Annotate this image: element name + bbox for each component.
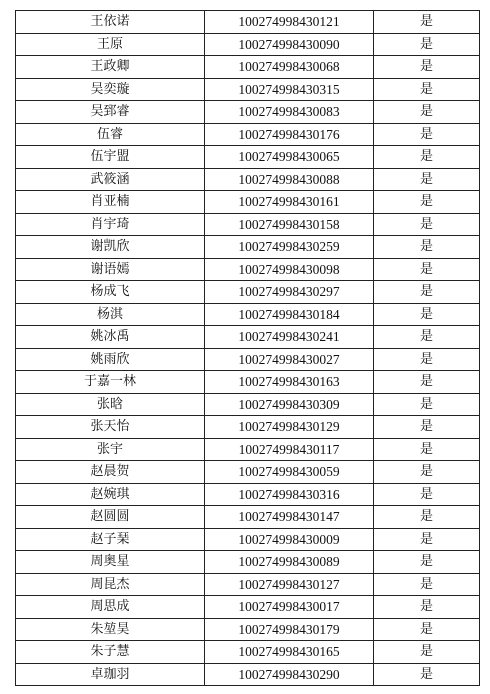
flag-cell: 是 bbox=[374, 11, 480, 34]
table-row bbox=[16, 483, 480, 506]
table-row bbox=[16, 236, 480, 259]
flag-cell: 是 bbox=[374, 416, 480, 439]
name-cell: 杨成飞 bbox=[16, 281, 205, 304]
flag-cell: 是 bbox=[374, 326, 480, 349]
name-cell: 周昆杰 bbox=[16, 573, 205, 596]
table-row bbox=[16, 393, 480, 416]
id-cell: 100274998430309 bbox=[205, 393, 374, 416]
id-cell: 100274998430059 bbox=[205, 461, 374, 484]
name-cell: 赵子琹 bbox=[16, 528, 205, 551]
flag-cell: 是 bbox=[374, 191, 480, 214]
table-row bbox=[16, 101, 480, 124]
id-cell: 100274998430259 bbox=[205, 236, 374, 259]
flag-cell: 是 bbox=[374, 371, 480, 394]
id-cell: 100274998430165 bbox=[205, 641, 374, 664]
flag-cell: 是 bbox=[374, 348, 480, 371]
name-cell: 于嘉一林 bbox=[16, 371, 205, 394]
table-row bbox=[16, 33, 480, 56]
id-cell: 100274998430290 bbox=[205, 663, 374, 686]
flag-cell: 是 bbox=[374, 618, 480, 641]
name-cell: 谢凯欣 bbox=[16, 236, 205, 259]
id-cell: 100274998430068 bbox=[205, 56, 374, 79]
id-cell: 100274998430184 bbox=[205, 303, 374, 326]
name-cell: 朱子慧 bbox=[16, 641, 205, 664]
flag-cell: 是 bbox=[374, 258, 480, 281]
flag-cell: 是 bbox=[374, 146, 480, 169]
name-cell: 伍宇盟 bbox=[16, 146, 205, 169]
flag-cell: 是 bbox=[374, 168, 480, 191]
id-cell: 100274998430316 bbox=[205, 483, 374, 506]
flag-cell: 是 bbox=[374, 573, 480, 596]
table-row bbox=[16, 11, 480, 34]
table-row bbox=[16, 618, 480, 641]
table-row bbox=[16, 528, 480, 551]
table-row bbox=[16, 438, 480, 461]
name-cell: 周奥星 bbox=[16, 551, 205, 574]
id-cell: 100274998430161 bbox=[205, 191, 374, 214]
id-cell: 100274998430088 bbox=[205, 168, 374, 191]
flag-cell: 是 bbox=[374, 78, 480, 101]
flag-cell: 是 bbox=[374, 101, 480, 124]
name-cell: 谢语嫣 bbox=[16, 258, 205, 281]
table-row bbox=[16, 371, 480, 394]
name-cell: 吴郅睿 bbox=[16, 101, 205, 124]
id-cell: 100274998430163 bbox=[205, 371, 374, 394]
id-cell: 100274998430083 bbox=[205, 101, 374, 124]
name-cell: 张宇 bbox=[16, 438, 205, 461]
table-row bbox=[16, 461, 480, 484]
name-cell: 王依诺 bbox=[16, 11, 205, 34]
table-row bbox=[16, 56, 480, 79]
name-cell: 卓珈羽 bbox=[16, 663, 205, 686]
table-row bbox=[16, 258, 480, 281]
flag-cell: 是 bbox=[374, 506, 480, 529]
table-row bbox=[16, 348, 480, 371]
name-cell: 肖亚楠 bbox=[16, 191, 205, 214]
table-row bbox=[16, 303, 480, 326]
flag-cell: 是 bbox=[374, 236, 480, 259]
table-row bbox=[16, 168, 480, 191]
name-cell: 姚雨欣 bbox=[16, 348, 205, 371]
id-cell: 100274998430121 bbox=[205, 11, 374, 34]
table-row bbox=[16, 123, 480, 146]
table-row bbox=[16, 416, 480, 439]
name-cell: 姚冰禹 bbox=[16, 326, 205, 349]
id-cell: 100274998430117 bbox=[205, 438, 374, 461]
id-cell: 100274998430027 bbox=[205, 348, 374, 371]
flag-cell: 是 bbox=[374, 596, 480, 619]
id-cell: 100274998430098 bbox=[205, 258, 374, 281]
name-cell: 王原 bbox=[16, 33, 205, 56]
name-cell: 王政卿 bbox=[16, 56, 205, 79]
flag-cell: 是 bbox=[374, 213, 480, 236]
flag-cell: 是 bbox=[374, 528, 480, 551]
name-cell: 张天怡 bbox=[16, 416, 205, 439]
flag-cell: 是 bbox=[374, 393, 480, 416]
table-row bbox=[16, 663, 480, 686]
name-cell: 周思成 bbox=[16, 596, 205, 619]
name-cell: 伍睿 bbox=[16, 123, 205, 146]
flag-cell: 是 bbox=[374, 461, 480, 484]
flag-cell: 是 bbox=[374, 303, 480, 326]
flag-cell: 是 bbox=[374, 281, 480, 304]
id-cell: 100274998430315 bbox=[205, 78, 374, 101]
name-cell: 肖宇琦 bbox=[16, 213, 205, 236]
flag-cell: 是 bbox=[374, 551, 480, 574]
id-cell: 100274998430090 bbox=[205, 33, 374, 56]
flag-cell: 是 bbox=[374, 123, 480, 146]
flag-cell: 是 bbox=[374, 663, 480, 686]
flag-cell: 是 bbox=[374, 56, 480, 79]
name-cell: 赵晨贺 bbox=[16, 461, 205, 484]
table-row bbox=[16, 281, 480, 304]
name-cell: 张晗 bbox=[16, 393, 205, 416]
id-cell: 100274998430089 bbox=[205, 551, 374, 574]
table-row bbox=[16, 551, 480, 574]
id-cell: 100274998430176 bbox=[205, 123, 374, 146]
roster-table-body bbox=[16, 11, 480, 686]
id-cell: 100274998430017 bbox=[205, 596, 374, 619]
table-row bbox=[16, 146, 480, 169]
table-row bbox=[16, 596, 480, 619]
table-row bbox=[16, 78, 480, 101]
table-row bbox=[16, 326, 480, 349]
id-cell: 100274998430179 bbox=[205, 618, 374, 641]
id-cell: 100274998430127 bbox=[205, 573, 374, 596]
flag-cell: 是 bbox=[374, 641, 480, 664]
id-cell: 100274998430147 bbox=[205, 506, 374, 529]
roster-table bbox=[15, 10, 480, 686]
roster-sheet bbox=[15, 10, 476, 686]
id-cell: 100274998430297 bbox=[205, 281, 374, 304]
id-cell: 100274998430241 bbox=[205, 326, 374, 349]
name-cell: 杨淇 bbox=[16, 303, 205, 326]
table-row bbox=[16, 641, 480, 664]
table-row bbox=[16, 191, 480, 214]
id-cell: 100274998430129 bbox=[205, 416, 374, 439]
name-cell: 朱堃昊 bbox=[16, 618, 205, 641]
name-cell: 吴奕璇 bbox=[16, 78, 205, 101]
name-cell: 赵圆圆 bbox=[16, 506, 205, 529]
flag-cell: 是 bbox=[374, 33, 480, 56]
id-cell: 100274998430009 bbox=[205, 528, 374, 551]
flag-cell: 是 bbox=[374, 483, 480, 506]
name-cell: 赵婉琪 bbox=[16, 483, 205, 506]
table-row bbox=[16, 506, 480, 529]
flag-cell: 是 bbox=[374, 438, 480, 461]
id-cell: 100274998430065 bbox=[205, 146, 374, 169]
name-cell: 武筱涵 bbox=[16, 168, 205, 191]
table-row bbox=[16, 573, 480, 596]
id-cell: 100274998430158 bbox=[205, 213, 374, 236]
table-row bbox=[16, 213, 480, 236]
